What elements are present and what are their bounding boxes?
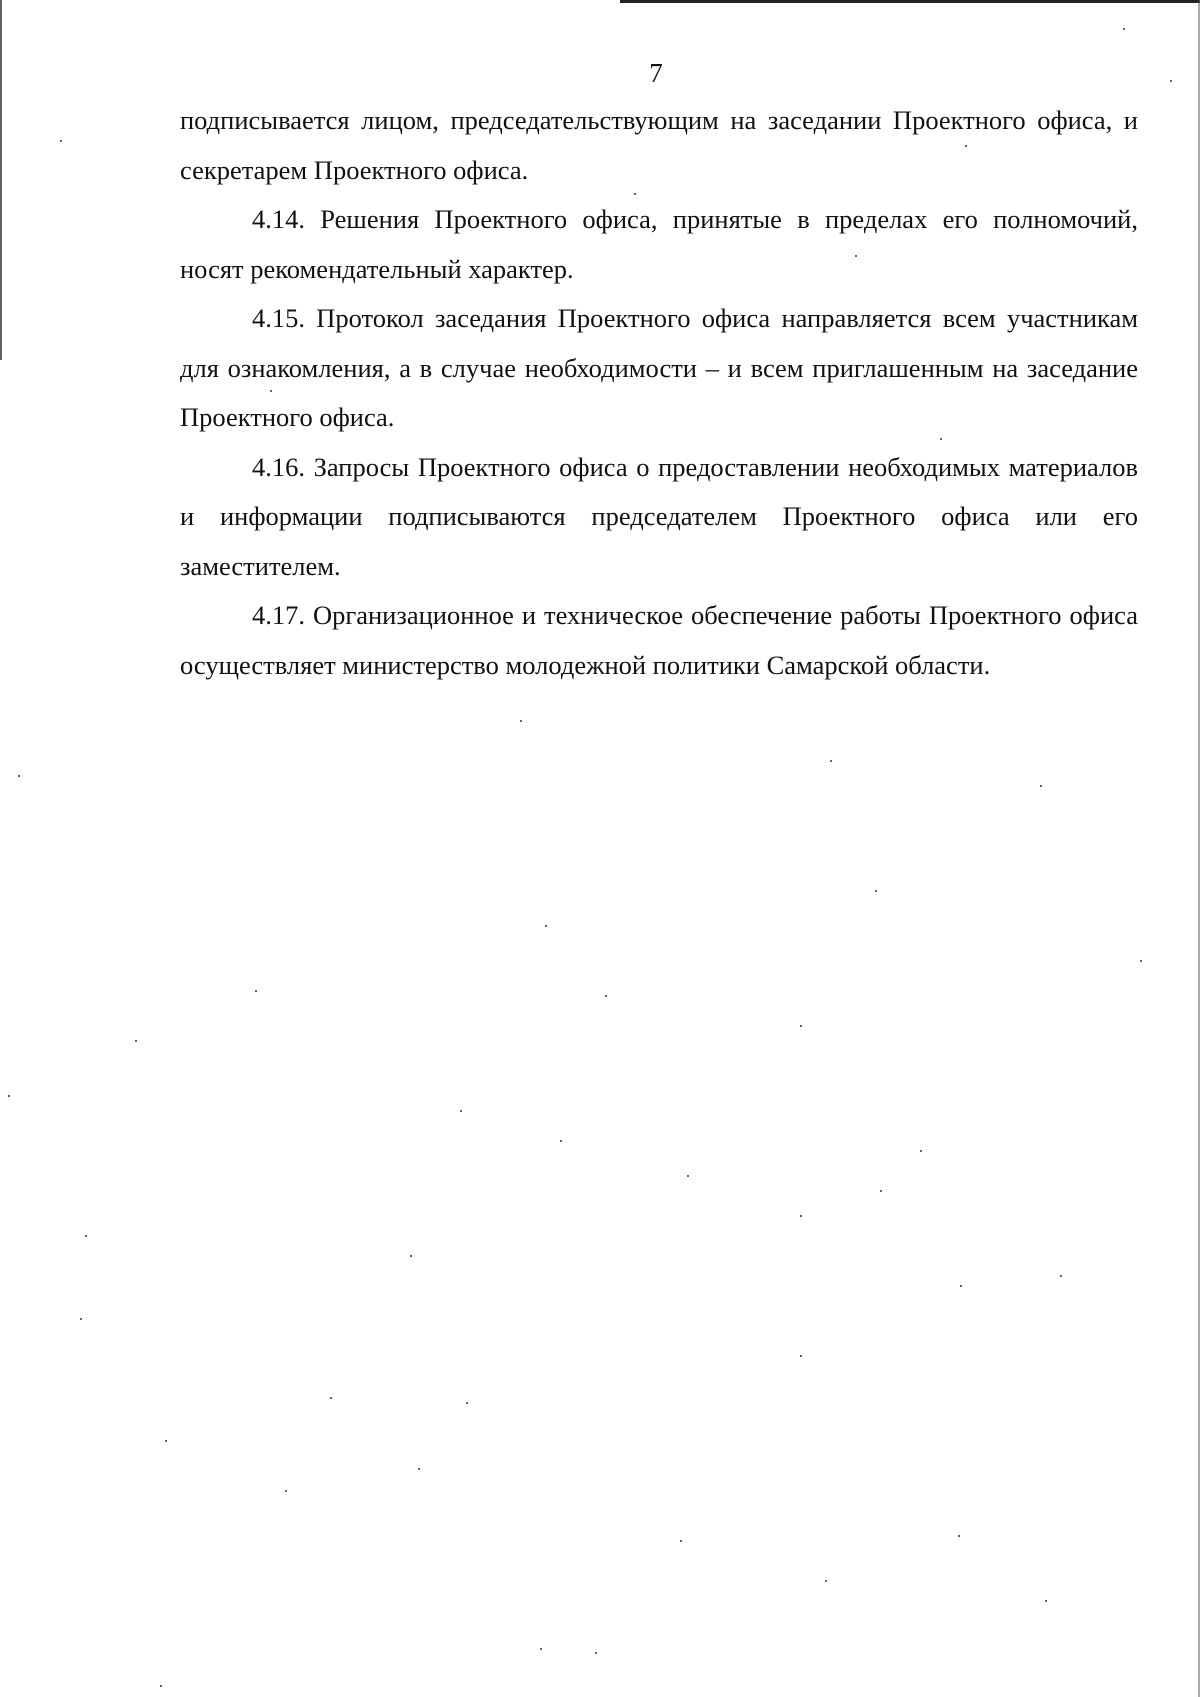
scan-speck <box>60 140 62 142</box>
scan-speck <box>825 1580 827 1582</box>
scan-speck <box>1040 785 1042 787</box>
scan-speck <box>920 1150 922 1152</box>
scan-edge-left <box>0 0 2 360</box>
scan-speck <box>687 1175 689 1177</box>
scan-speck <box>80 1318 82 1320</box>
scan-speck <box>1045 1600 1047 1602</box>
scan-speck <box>330 1397 332 1399</box>
scan-speck <box>545 925 547 927</box>
scan-speck <box>800 1025 802 1027</box>
paragraph-4-17: 4.17. Организационное и техническое обеспечение работы Проектного офиса осуществляет министерство молодежной политики Самарской области. <box>180 600 1138 680</box>
scan-speck <box>595 1652 597 1654</box>
scan-speck <box>1140 960 1142 962</box>
scan-speck <box>540 1648 542 1650</box>
scan-speck <box>800 1215 802 1217</box>
scan-speck <box>880 1190 882 1192</box>
document-body <box>180 96 1138 690</box>
scan-speck <box>255 990 257 992</box>
scan-speck <box>460 1110 462 1112</box>
scan-speck <box>165 1440 167 1442</box>
paragraph-continuation: подписывается лицом, председательствующим на заседании Проектного офиса, и секретарем Проектного офиса. <box>180 105 1138 185</box>
scan-speck <box>18 775 20 777</box>
scan-speck <box>418 1468 420 1470</box>
scan-speck <box>410 1255 412 1257</box>
paragraph-4-16: 4.16. Запросы Проектного офиса о предоставлении необходимых материалов и информации подписываются председателем Проектного офиса или его заместителем. <box>180 451 1138 581</box>
scan-speck <box>560 1140 562 1142</box>
scan-speck <box>1060 1275 1062 1277</box>
scan-speck <box>135 1040 137 1042</box>
scan-speck <box>466 1402 468 1404</box>
paragraph-4-14: 4.14. Решения Проектного офиса, принятые в пределах его полномочий, носят рекомендательный характер. <box>180 204 1138 284</box>
scan-speck <box>85 1235 87 1237</box>
scan-speck <box>960 1285 962 1287</box>
scan-speck <box>1123 28 1125 30</box>
scan-speck <box>875 890 877 892</box>
scan-edge-top <box>620 0 1200 3</box>
scan-speck <box>680 1540 682 1542</box>
scan-speck <box>520 720 522 722</box>
scan-speck <box>8 1095 10 1097</box>
scan-speck <box>605 995 607 997</box>
paragraph-4-15: 4.15. Протокол заседания Проектного офиса направляется всем участникам для ознакомления, а в случае необходимости – и всем приглашенным на заседание Проектного офиса. <box>180 303 1138 432</box>
scan-speck <box>800 1355 802 1357</box>
scan-speck <box>285 1490 287 1492</box>
scan-speck <box>160 1685 162 1687</box>
scan-speck <box>958 1535 960 1537</box>
scan-speck <box>830 760 832 762</box>
page-number: 7 <box>649 58 663 88</box>
